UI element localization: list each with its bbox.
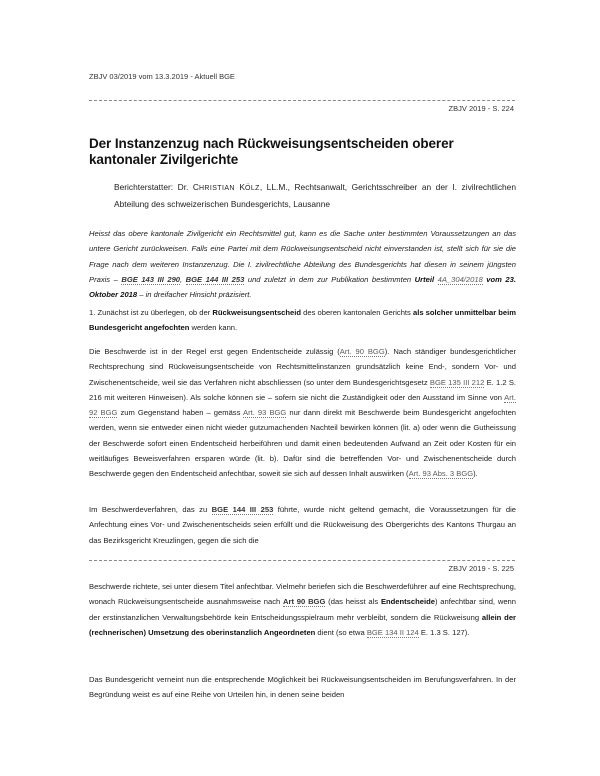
paragraph-text: Beschwerde richtete, sei unter diesem Titel anfechtbar. Vielmehr beriefen sich die Beschwerdeführer auf eine Rechtsprechung, wonach Rückweisungsentscheide ausnahmsweise nach: [89, 582, 516, 607]
paragraph-5: [89, 672, 516, 703]
author-affiliation: , LL.M., Rechtsanwalt, Gerichtsschreiber an der I. zivilrechtlichen Abteilung des schweizerischen Bundesgerichts, Lausanne: [114, 182, 516, 209]
paragraph-text: E. 1.2 S. 216 mit weiteren Hinweisen). Als solche können sie – sofern sie nicht die Zuständigkeit oder den Ausstand im Sinne von: [89, 377, 516, 402]
paragraph-text: (das heisst als: [325, 597, 381, 607]
link-bge-144-iii-253[interactable]: BGE 144 III 253: [185, 274, 245, 284]
author-lastname-smallcaps: ÖLZ: [244, 185, 260, 192]
link-bge-144-iii-253[interactable]: BGE 144 III 253: [211, 505, 274, 514]
link-art-93-abs-3-bgg[interactable]: Art. 93 Abs. 3 BGG: [408, 469, 474, 479]
link-art-90-bgg[interactable]: Art 90 BGG: [283, 597, 326, 607]
link-bge-135-iii-212[interactable]: BGE 135 III 212: [429, 377, 485, 387]
paragraph-text: zum Gegenstand haben – gemäss: [117, 408, 244, 418]
paragraph-text: dient (so etwa: [315, 627, 367, 637]
abstract: [89, 226, 516, 302]
link-4a-304-2018[interactable]: 4A_304/2018: [437, 274, 483, 284]
paragraph-text: führte, wurde nicht geltend gemacht, die Voraussetzungen für die Anfechtung eines Vor- und Zwischenentscheids seien erfüllt und die Rückweisung des Obergerichts des Kantons Thurgau an das Bezirksgericht Kreuzlingen, gegen die sich die: [89, 505, 516, 545]
abstract-text: – in dreifacher Hinsicht präzisiert.: [137, 290, 252, 300]
bold-text: Rückweisungsentscheid: [212, 308, 302, 317]
abstract-text: Heisst das obere kantonale Zivilgericht ein Rechtsmittel gut, kann es die Sache unter bestimmten Voraussetzungen an das untere Gericht zurückweisen. Falls eine Partei mit dem Rückweisungsentscheid nicht einverstanden ist, stellt sich für sie die Frage nach dem weiteren Instanzenzug. Die I. zivilrechtliche Abteilung des Bundesgerichts hat diesen in seinem jüngsten Praxis –: [89, 229, 516, 284]
author-prefix: Berichterstatter: Dr.: [114, 182, 193, 192]
link-art-93-bgg[interactable]: Art. 93 BGG: [243, 408, 287, 418]
paragraph-text: Im Beschwerdeverfahren, das zu: [89, 505, 212, 514]
author-firstname-smallcaps: HRISTIAN: [198, 185, 235, 192]
paragraph-text: E. 1.3 S. 127).: [418, 627, 470, 637]
bold-text: allein der (rechnerischen) Umsetzung des oberinstanzlich Angeordneten: [89, 612, 516, 637]
paragraph-text: des oberen kantonalen Gerichts: [301, 308, 413, 317]
author-line: [114, 180, 516, 212]
paragraph-text: ). Nach ständiger bundesgerichtlicher Rechtsprechung sind Rückweisungsentscheide von Rechtsmittelinstanzen grundsätzlich keine End-, sondern Vor- und Zwischenentscheide, weil sie das Verfahren nicht abschliessen (so unter dem Bundesgerichtsgesetz: [89, 347, 516, 387]
author-initial: C: [192, 182, 199, 192]
bold-text: Endentscheide: [380, 597, 435, 607]
link-art-92-bgg[interactable]: Art. 92 BGG: [89, 392, 516, 418]
abstract-text: und zuletzt in dem zur Publikation bestimmten: [244, 274, 415, 284]
paragraph-text: ) anfechtbar sind, wenn der erstinstanzlichen Verwaltungsbehörde kein Entscheidungsspielraum mehr verbleibt, sondern die Rückweisung: [89, 597, 516, 622]
page-reference-225: ZBJV 2019 - S. 225: [448, 564, 514, 573]
paragraph-text: nur dann direkt mit Beschwerde beim Bundesgericht angefochten werden, wenn sie entweder einen nicht wieder gutzumachenden Nachteil bewirken können (lit. a) oder wenn die Gutheissung der Beschwerde sofort einen Endentscheid herbeiführen und damit einen bedeutenden Aufwand an Zeit oder Kosten für ein weitläufiges Beweisverfahren ersparen würde (lit. b). Dafür sind die betreffenden Vor- und Zwischenentscheide durch Beschwerde gegen den Endentscheid anfechtbar, soweit sie sich auf dessen Inhalt auswirken (: [89, 408, 517, 479]
abstract-bold: Urteil: [414, 274, 438, 284]
paragraph-3: [89, 502, 516, 548]
abstract-bold-date: vom 23. Oktober 2018: [89, 274, 516, 300]
abstract-text: ,: [180, 274, 186, 284]
author-initial-last: K: [234, 182, 245, 192]
paragraph-text: werden kann.: [189, 323, 238, 333]
page-divider: [89, 560, 515, 561]
paragraph-text: 1. Zunächst ist zu überlegen, ob der: [89, 308, 213, 317]
paragraph-1: [89, 305, 516, 336]
paragraph-2: [89, 344, 516, 482]
paragraph-text: Die Beschwerde ist in der Regel erst gegen Endentscheide zulässig (: [89, 347, 340, 356]
page-divider: [89, 100, 515, 101]
link-bge-143-iii-290[interactable]: BGE 143 III 290: [121, 274, 181, 284]
article-title: Der Instanzenzug nach Rückweisungsentscheiden oberer kantonaler Zivilgerichte: [89, 136, 454, 167]
paragraph-text: ).: [473, 469, 478, 479]
page-reference-224: ZBJV 2019 - S. 224: [448, 104, 514, 113]
link-bge-134-ii-124[interactable]: BGE 134 II 124: [366, 627, 419, 637]
bold-text: als solcher unmittelbar beim Bundesgericht angefochten: [89, 308, 517, 333]
link-art-90-bgg[interactable]: Art. 90 BGG: [339, 347, 385, 356]
paragraph-text: Das Bundesgericht verneint nun die entsprechende Möglichkeit bei Rückweisungsentscheiden im Berufungsverfahren. In der Begründung weist es auf eine Reihe von Urteilen hin, in denen seine beiden: [89, 675, 516, 700]
paragraph-4: [89, 579, 516, 640]
journal-header: ZBJV 03/2019 vom 13.3.2019 - Aktuell BGE: [89, 72, 235, 81]
